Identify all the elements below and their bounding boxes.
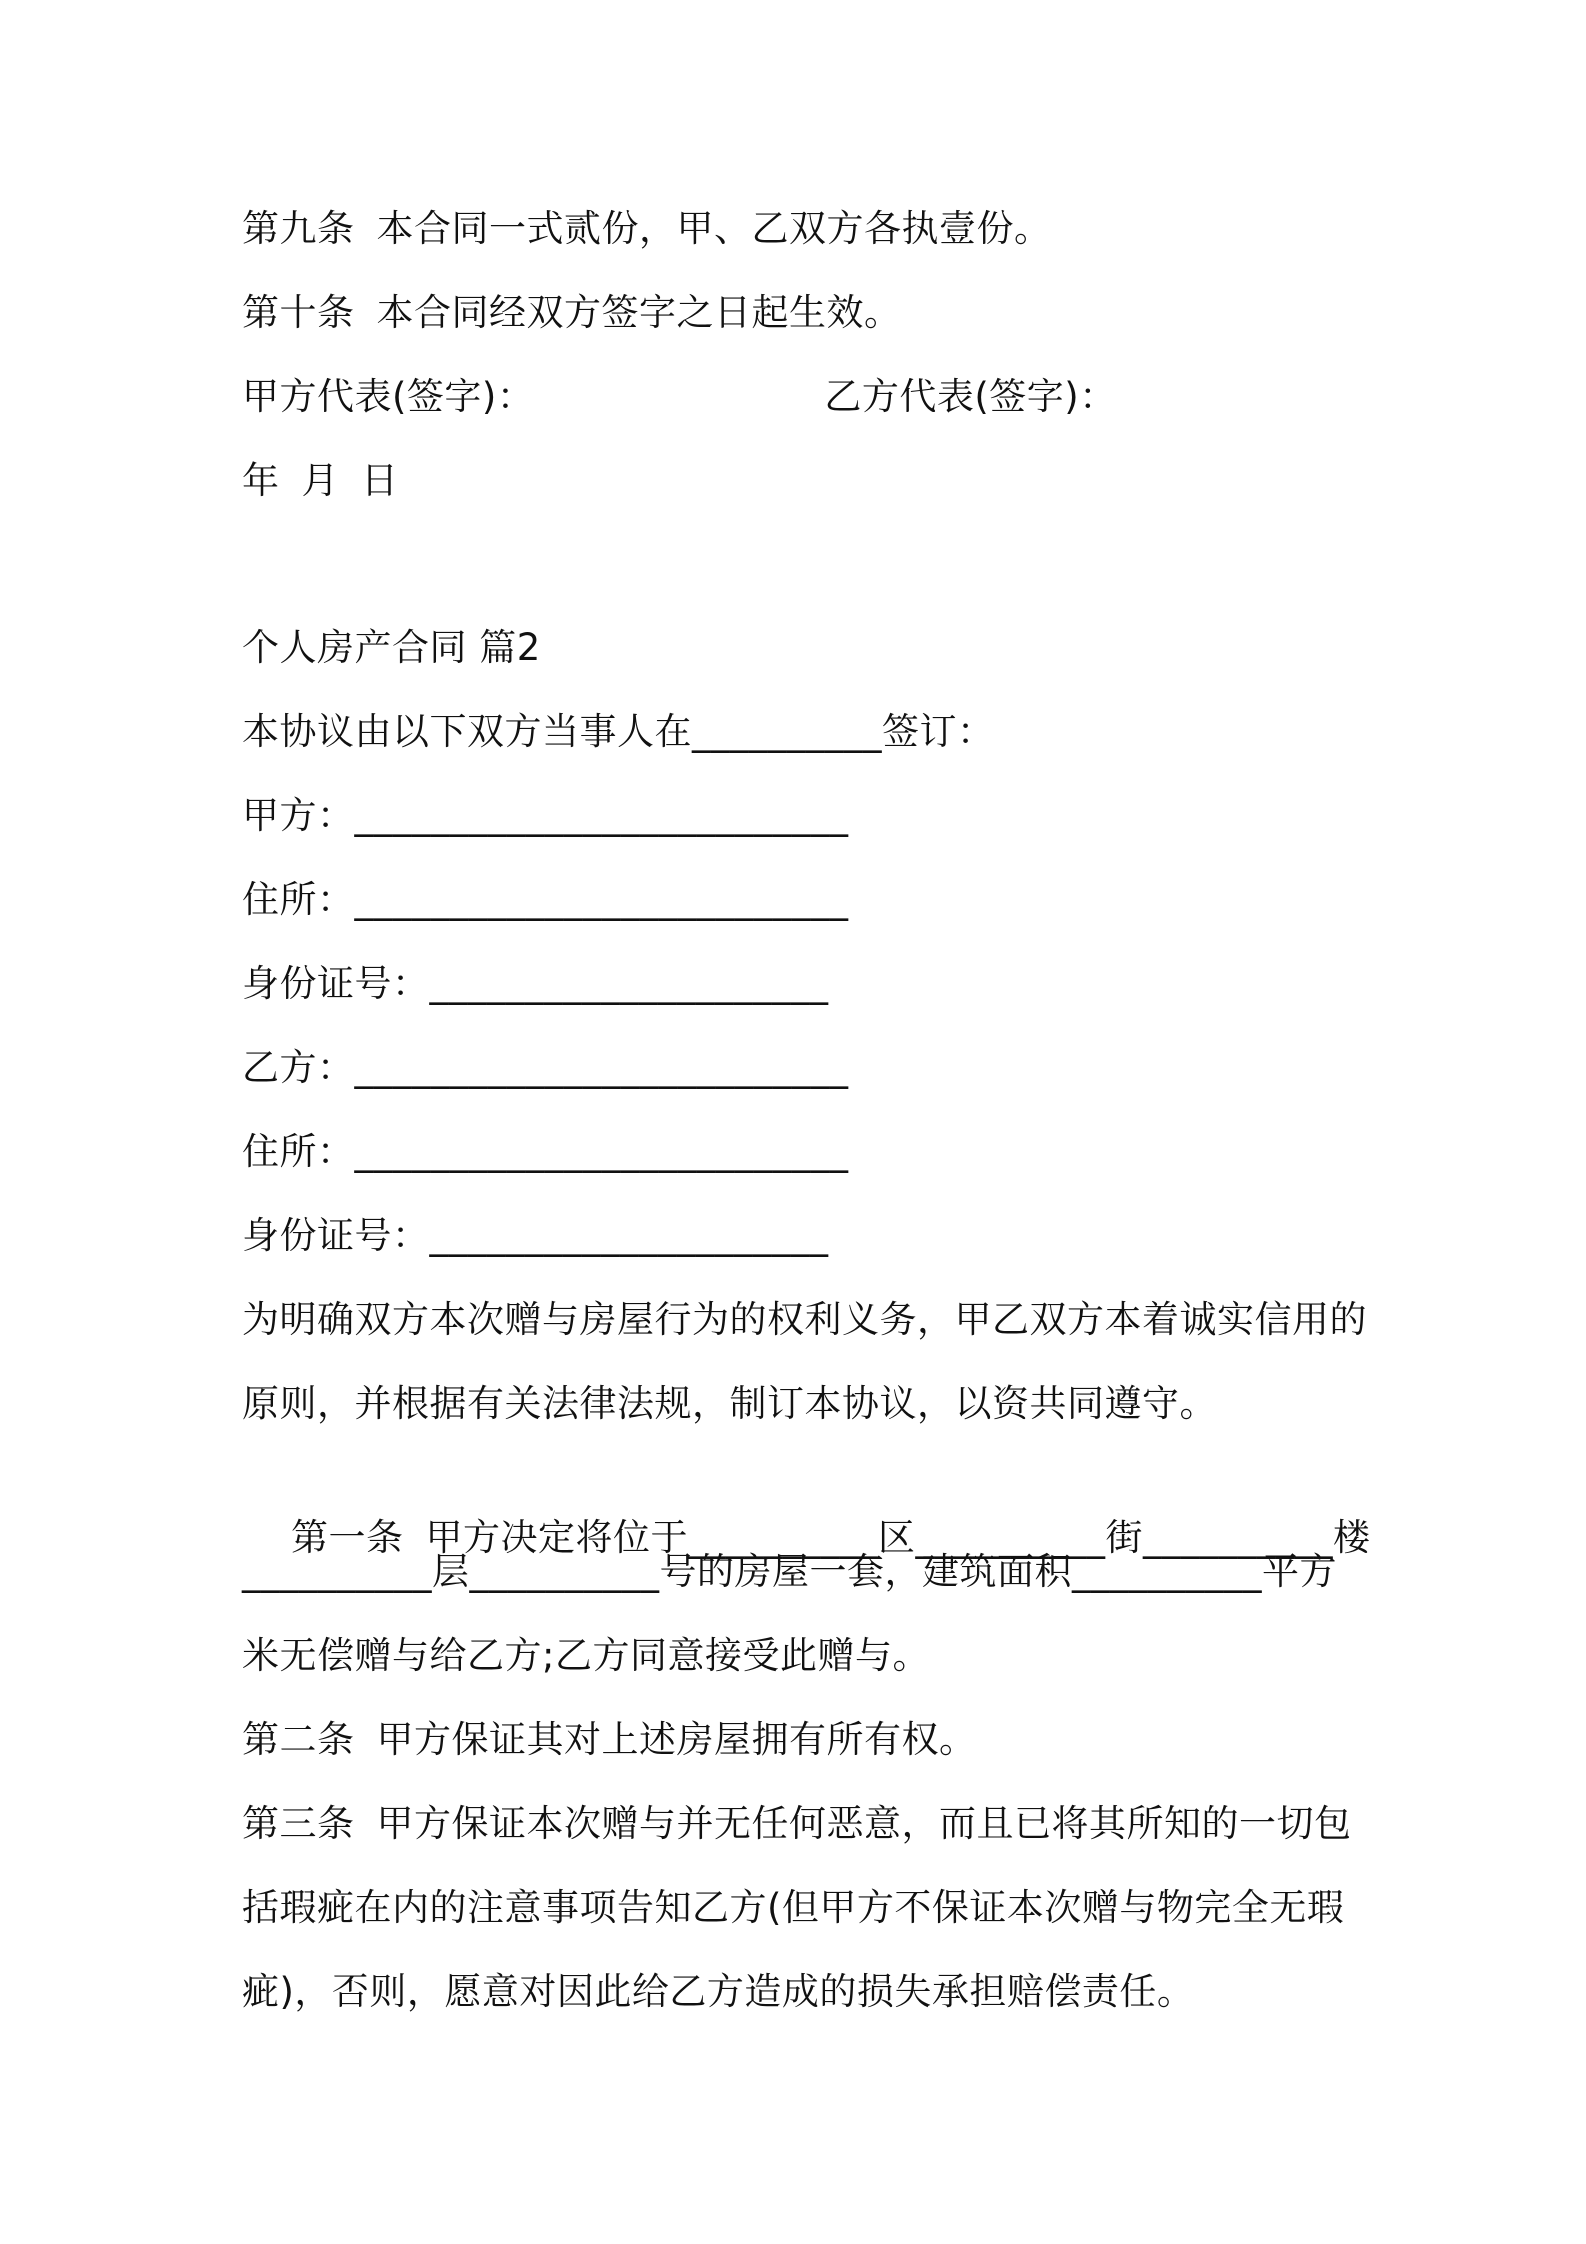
- article-10: [242, 288, 902, 338]
- article-1-label: 第一条: [291, 1516, 404, 1559]
- article-2-label: 第二条: [242, 1718, 355, 1761]
- article-1-text-1: 甲方决定将位于__________区__________街__________楼: [425, 1516, 1371, 1559]
- article-3-line-2: 括瑕疵在内的注意事项告知乙方(但甲方不保证本次赠与物完全无瑕: [242, 1886, 1345, 1929]
- party-a-address-field: 住所：__________________________: [242, 878, 849, 921]
- article-10-text: 本合同经双方签字之日起生效。: [376, 291, 902, 334]
- article-9-text: 本合同一式贰份，甲、乙双方各执壹份。: [376, 207, 1052, 250]
- date-line: [242, 456, 399, 506]
- party-b-signature: 乙方代表(签字)：: [824, 375, 1117, 418]
- party-a-id-field: 身份证号：_____________________: [242, 962, 829, 1005]
- article-2-text: 甲方保证其对上述房屋拥有所有权。: [376, 1718, 977, 1761]
- party-b-address-field: 住所：__________________________: [242, 1130, 849, 1173]
- purpose-line-1: 为明确双方本次赠与房屋行为的权利义务，甲乙双方本着诚实信用的: [242, 1298, 1367, 1341]
- section-title: 个人房产合同 篇2: [242, 626, 541, 669]
- date-day: 日: [361, 459, 399, 502]
- date-year: 年: [242, 459, 280, 502]
- article-10-label: 第十条: [242, 291, 355, 334]
- signature-line: [242, 372, 1117, 422]
- date-month: 月: [301, 459, 339, 502]
- party-a-signature: 甲方代表(签字)：: [242, 375, 535, 418]
- agreement-intro: 本协议由以下双方当事人在__________签订：: [242, 710, 995, 753]
- article-3-line-1: [242, 1799, 1352, 1849]
- party-b-field: 乙方：__________________________: [242, 1046, 849, 1089]
- article-1-line-1: [242, 1463, 1371, 1559]
- article-9: [242, 204, 1052, 254]
- article-3-text-1: 甲方保证本次赠与并无任何恶意，而且已将其所知的一切包: [376, 1802, 1352, 1845]
- article-3-line-3: 疵)，否则，愿意对因此给乙方造成的损失承担赔偿责任。: [242, 1970, 1195, 2013]
- article-1-line-2: __________层__________号的房屋一套，建筑面积__________平方: [242, 1550, 1337, 1593]
- purpose-line-2: 原则，并根据有关法律法规，制订本协议，以资共同遵守。: [242, 1382, 1217, 1425]
- article-1-line-3: 米无偿赠与给乙方;乙方同意接受此赠与。: [242, 1634, 930, 1677]
- party-a-field: 甲方：__________________________: [242, 794, 849, 837]
- article-3-label: 第三条: [242, 1802, 355, 1845]
- party-b-id-field: 身份证号：_____________________: [242, 1214, 829, 1257]
- article-2: [242, 1715, 977, 1765]
- article-9-label: 第九条: [242, 207, 355, 250]
